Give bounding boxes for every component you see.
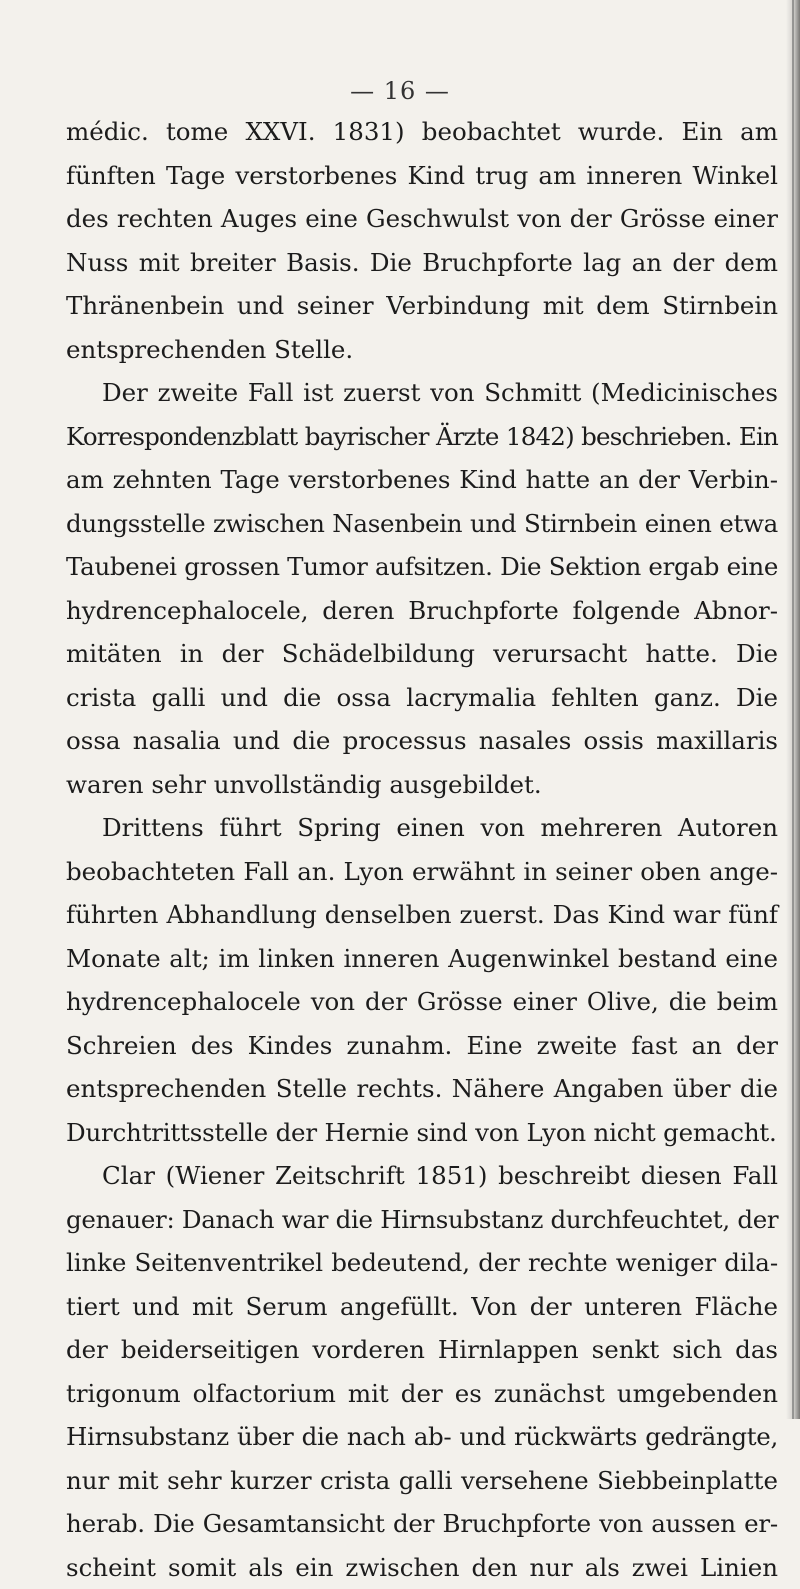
text-line: tiert und mit Serum angefüllt. Von der unteren Fläche xyxy=(66,1285,778,1329)
text-line: des rechten Auges eine Geschwulst von der Grösse einer xyxy=(66,197,778,241)
text-line: hydrencephalocele von der Grösse einer Olive, die beim xyxy=(66,980,778,1024)
text-line: entsprechenden Stelle. xyxy=(66,328,778,372)
text-line: trigonum olfactorium mit der es zunächst umgebenden xyxy=(66,1372,778,1416)
text-line: Durchtrittsstelle der Hernie sind von Lyon nicht gemacht. xyxy=(66,1111,778,1155)
text-line: scheint somit als ein zwischen den nur als zwei Linien xyxy=(66,1546,778,1589)
text-line: Clar (Wiener Zeitschrift 1851) beschreibt diesen Fall xyxy=(66,1154,778,1198)
text-line: Der zweite Fall ist zuerst von Schmitt (Medicinisches xyxy=(66,371,778,415)
text-line: crista galli und die ossa lacrymalia fehlten ganz. Die xyxy=(66,676,778,720)
text-line: Drittens führt Spring einen von mehreren Autoren xyxy=(66,806,778,850)
text-line: am zehnten Tage verstorbenes Kind hatte an der Verbin- xyxy=(66,458,778,502)
page-edge-line xyxy=(792,0,794,1419)
text-line: ossa nasalia und die processus nasales ossis maxillaris xyxy=(66,719,778,763)
text-line: entsprechenden Stelle rechts. Nähere Angaben über die xyxy=(66,1067,778,1111)
text-line: Schreien des Kindes zunahm. Eine zweite fast an der xyxy=(66,1024,778,1068)
text-line: dungsstelle zwischen Nasenbein und Stirnbein einen etwa xyxy=(66,502,778,546)
text-line: nur mit sehr kurzer crista galli versehene Siebbeinplatte xyxy=(66,1459,778,1503)
text-line: Thränenbein und seiner Verbindung mit dem Stirnbein xyxy=(66,284,778,328)
text-line: der beiderseitigen vorderen Hirnlappen senkt sich das xyxy=(66,1328,778,1372)
text-line: beobachteten Fall an. Lyon erwähnt in seiner oben ange- xyxy=(66,850,778,894)
text-line: médic. tome XXVI. 1831) beobachtet wurde. Ein am xyxy=(66,110,778,154)
text-line: hydrencephalocele, deren Bruchpforte folgende Abnor- xyxy=(66,589,778,633)
page-number: — 16 — xyxy=(0,77,800,105)
text-line: Taubenei grossen Tumor aufsitzen. Die Sektion ergab eine xyxy=(66,545,778,589)
text-line: führten Abhandlung denselben zuerst. Das Kind war fünf xyxy=(66,893,778,937)
text-line: Korrespondenzblatt bayrischer Ärzte 1842) beschrieben. Ein xyxy=(66,415,778,459)
text-line: mitäten in der Schädelbildung verursacht hatte. Die xyxy=(66,632,778,676)
text-line: Hirnsubstanz über die nach ab- und rückwärts gedrängte, xyxy=(66,1415,778,1459)
body-text xyxy=(66,110,778,1589)
text-line: genauer: Danach war die Hirnsubstanz durchfeuchtet, der xyxy=(66,1198,778,1242)
text-line: Nuss mit breiter Basis. Die Bruchpforte lag an der dem xyxy=(66,241,778,285)
text-line: herab. Die Gesamtansicht der Bruchpforte von aussen er- xyxy=(66,1502,778,1546)
text-line: linke Seitenventrikel bedeutend, der rechte weniger dila- xyxy=(66,1241,778,1285)
text-line: fünften Tage verstorbenes Kind trug am inneren Winkel xyxy=(66,154,778,198)
text-line: waren sehr unvollständig ausgebildet. xyxy=(66,763,778,807)
text-line: Monate alt; im linken inneren Augenwinkel bestand eine xyxy=(66,937,778,981)
